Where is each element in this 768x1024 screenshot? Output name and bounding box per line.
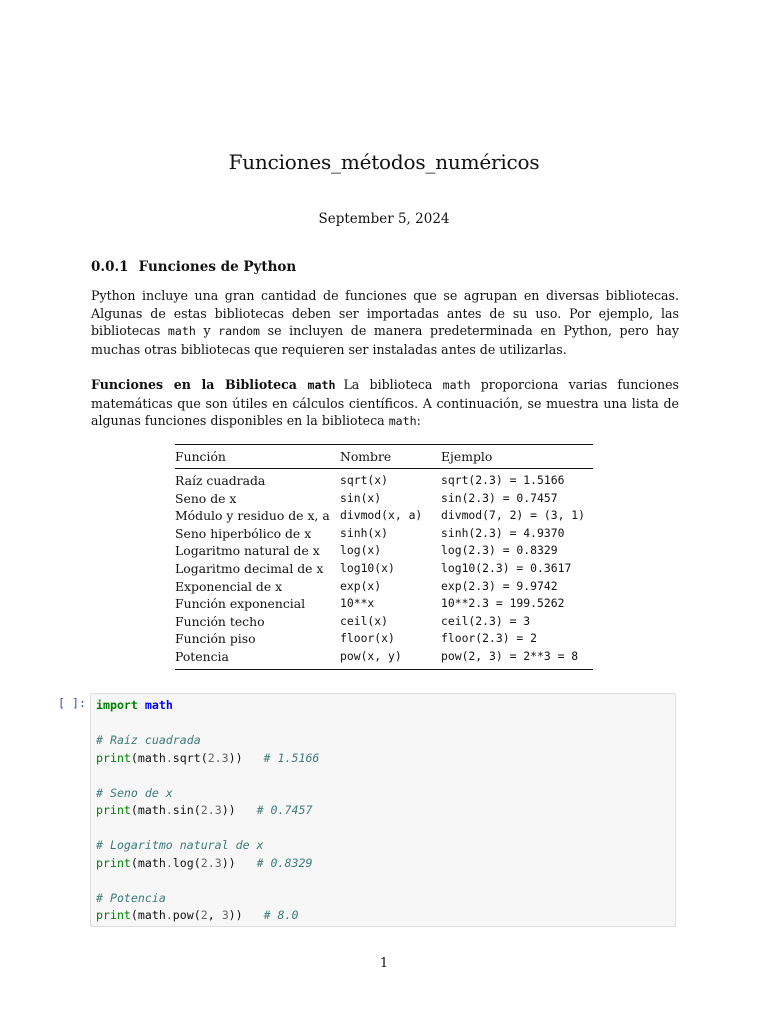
cell-nombre: ceil(x) <box>340 613 389 628</box>
cell-ejemplo: ceil(2.3) = 3 <box>441 613 531 628</box>
cell-nombre: sinh(x) <box>340 525 389 540</box>
builtin-print: print <box>96 855 131 870</box>
header-nombre: Nombre <box>340 448 392 464</box>
inline-code-math-2: math <box>388 414 417 428</box>
table-body <box>175 469 593 670</box>
cell-nombre: log(x) <box>340 543 382 558</box>
code-blank-line <box>96 872 670 890</box>
keyword-import: import <box>96 698 138 712</box>
code-function: log <box>172 855 194 870</box>
document-title: Funciones_métodos_numéricos <box>228 150 540 174</box>
document-date: September 5, 2024 <box>318 211 450 227</box>
code-blank-line <box>96 715 670 733</box>
math-library-paragraph <box>91 376 679 431</box>
code-line: print(math.sin(2.3)) # 0.7457 <box>96 803 313 817</box>
code-line: print(math.pow(2, 3)) # 8.0 <box>96 908 299 922</box>
intro-text-2: y <box>195 323 219 338</box>
code-number: 3 <box>221 908 229 922</box>
table-row <box>175 507 593 525</box>
code-module: math <box>137 855 166 870</box>
code-comment: # 8.0 <box>263 908 299 922</box>
table-row <box>175 648 593 669</box>
table-row <box>175 525 593 543</box>
cell-ejemplo: divmod(7, 2) = (3, 1) <box>441 508 586 523</box>
cell-ejemplo: pow(2, 3) = 2**3 = 8 <box>441 648 579 663</box>
cell-ejemplo: 10**2.3 = 199.5262 <box>441 596 565 611</box>
cell-funcion: Módulo y residuo de x, a <box>175 508 330 524</box>
code-line <box>96 697 670 715</box>
code-function: sqrt <box>172 750 201 765</box>
code-line: print(math.sqrt(2.3)) # 1.5166 <box>96 750 320 765</box>
cell-nombre: log10(x) <box>340 560 395 575</box>
cell-nombre: sin(x) <box>340 490 382 505</box>
table-row <box>175 490 593 508</box>
intro-text-1: Python incluye una gran cantidad de funciones que se agrupan en diversas bibliotecas. Algunas de estas bibliotecas deben ser importadas antes de su uso. Por ejemplo, las bibliotecas <box>91 288 679 338</box>
code-blank-line <box>96 767 670 785</box>
cell-funcion: Función exponencial <box>175 596 306 612</box>
header-funcion: Función <box>175 448 226 464</box>
code-number: 2.3 <box>200 803 222 817</box>
code-line <box>96 890 670 908</box>
code-module: math <box>137 803 166 817</box>
cell-funcion: Logaritmo natural de x <box>175 543 320 559</box>
math-text-1: La biblioteca <box>343 377 443 392</box>
code-number: 2.3 <box>200 855 222 870</box>
cell-funcion: Función piso <box>175 631 256 647</box>
inline-code-math-1: math <box>442 378 471 392</box>
cell-funcion: Logaritmo decimal de x <box>175 560 324 576</box>
header-ejemplo: Ejemplo <box>441 448 493 464</box>
code-comment: # Seno de x <box>96 785 173 800</box>
cell-ejemplo: sqrt(2.3) = 1.5166 <box>441 473 565 487</box>
code-comment: # Potencia <box>96 890 166 905</box>
section-title: Funciones de Python <box>138 259 297 275</box>
code-line <box>96 785 670 803</box>
paragraph-heading-text: Funciones en la Biblioteca <box>91 377 308 392</box>
table-header-row <box>175 445 593 469</box>
code-comment: # 1.5166 <box>263 750 320 765</box>
cell-funcion: Potencia <box>175 648 229 664</box>
code-number: 2.3 <box>207 750 229 765</box>
table-row <box>175 560 593 578</box>
code-comment: # 0.7457 <box>256 803 313 817</box>
cell-funcion: Raíz cuadrada <box>175 473 266 488</box>
cell-ejemplo: sin(2.3) = 0.7457 <box>441 490 558 505</box>
cell-nombre: floor(x) <box>340 631 395 646</box>
code-line: print(math.log(2.3)) # 0.8329 <box>96 855 313 870</box>
math-text-3: : <box>416 413 421 428</box>
intro-paragraph <box>91 287 679 358</box>
code-comment: # Raíz cuadrada <box>96 733 201 747</box>
cell-nombre: exp(x) <box>340 578 382 593</box>
math-functions-table <box>175 444 593 670</box>
builtin-print: print <box>96 750 131 765</box>
code-function: pow <box>172 908 194 922</box>
cell-ejemplo: floor(2.3) = 2 <box>441 631 538 646</box>
inline-code-math: math <box>167 324 196 338</box>
cell-nombre: 10**x <box>340 596 375 611</box>
table-row <box>175 595 593 613</box>
module-name: math <box>144 698 173 712</box>
section-number: 0.0.1 <box>91 259 129 275</box>
cell-ejemplo: exp(2.3) = 9.9742 <box>441 578 558 593</box>
paragraph-heading <box>91 377 335 392</box>
code-number: 2 <box>200 908 208 922</box>
code-blank-line <box>96 820 670 838</box>
cell-prompt: [ ]: <box>58 696 86 710</box>
cell-funcion: Seno de x <box>175 490 237 506</box>
cell-nombre: sqrt(x) <box>340 473 389 487</box>
code-module: math <box>137 908 166 922</box>
table-row <box>175 578 593 596</box>
cell-nombre: pow(x, y) <box>340 648 402 663</box>
cell-funcion: Seno hiperbólico de x <box>175 525 312 541</box>
cell-ejemplo: sinh(2.3) = 4.9370 <box>441 525 565 540</box>
section-heading <box>91 259 296 275</box>
table-row <box>175 630 593 648</box>
intro-text-3: se incluyen de manera predeterminada en Python, pero hay muchas otras bibliotecas que requieren ser instaladas antes de utilizarlas. <box>91 323 679 357</box>
code-cell[interactable] <box>90 693 676 927</box>
code-comment: # Logaritmo natural de x <box>96 838 264 852</box>
table-row <box>175 542 593 560</box>
cell-ejemplo: log10(2.3) = 0.3617 <box>441 560 572 575</box>
builtin-print: print <box>96 908 131 922</box>
cell-funcion: Exponencial de x <box>175 578 283 594</box>
code-module: math <box>137 750 166 765</box>
inline-code-random: random <box>218 324 261 338</box>
code-comment: # 0.8329 <box>256 855 313 870</box>
code-function: sin <box>172 803 194 817</box>
cell-ejemplo: log(2.3) = 0.8329 <box>441 543 558 558</box>
table-row <box>175 469 593 490</box>
table-row <box>175 613 593 631</box>
paragraph-heading-code: math <box>307 378 336 392</box>
page-number: 1 <box>379 956 389 971</box>
builtin-print: print <box>96 803 131 817</box>
code-line <box>96 837 670 855</box>
cell-nombre: divmod(x, a) <box>340 508 423 523</box>
code-line <box>96 732 670 750</box>
cell-funcion: Función techo <box>175 613 265 629</box>
math-text-2: proporciona varias funciones matemáticas que son útiles en cálculos científicos. A continuación, se muestra una lista de algunas funciones disponibles en la biblioteca <box>91 377 680 428</box>
